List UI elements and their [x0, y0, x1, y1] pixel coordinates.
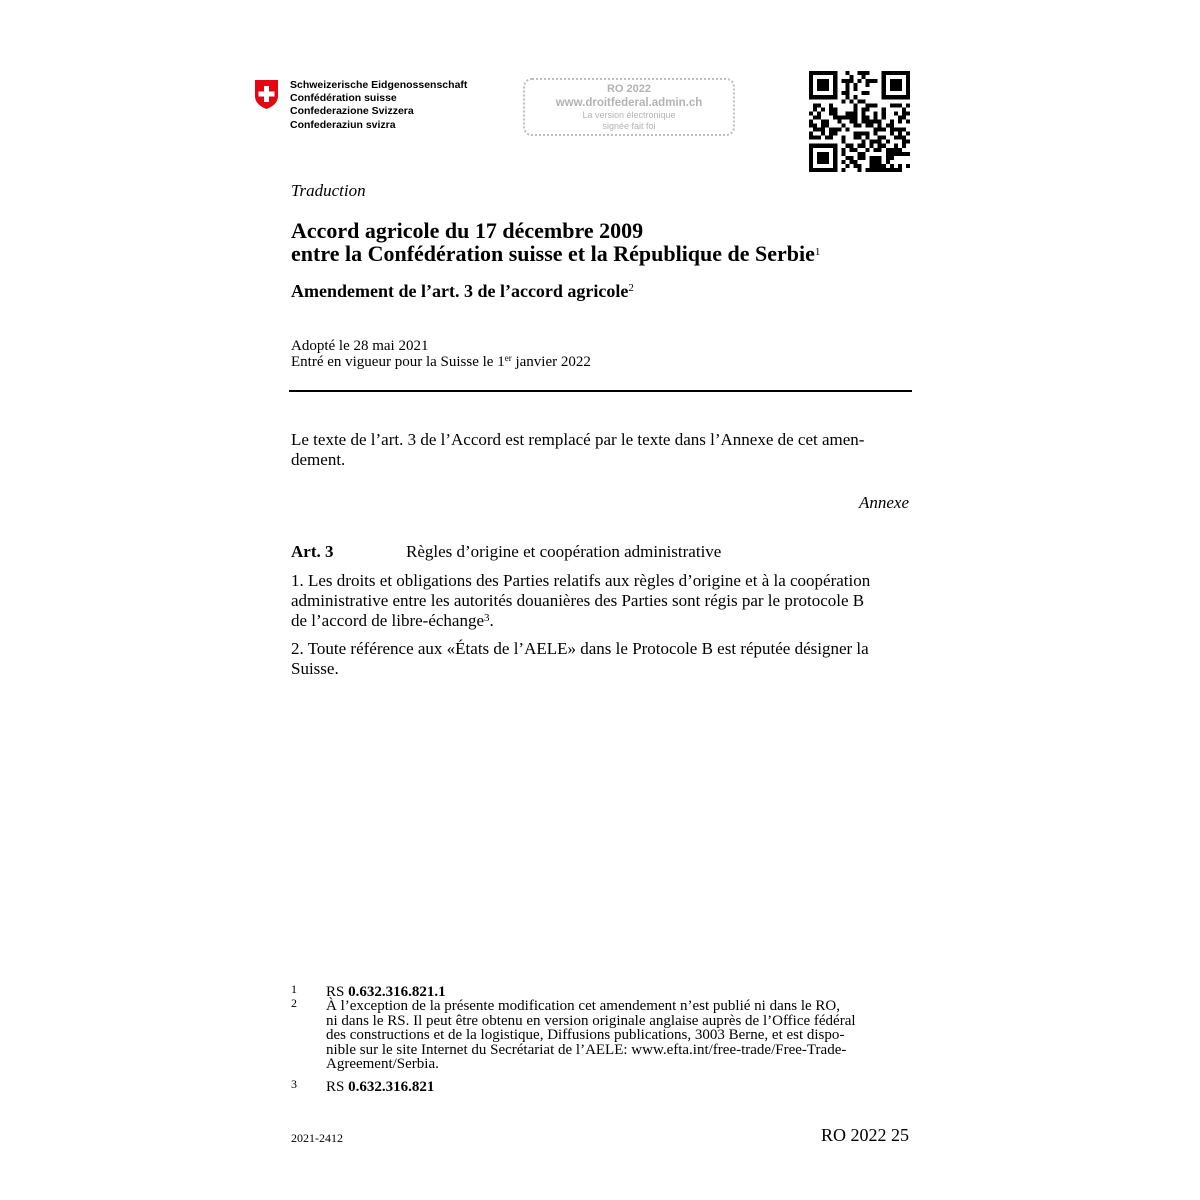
agency-line-rm: Confederaziun svizra — [290, 118, 396, 131]
adoption-dates — [291, 338, 591, 370]
in-force-prefix: Entré en vigueur pour la Suisse le 1 — [291, 354, 505, 370]
title-line-2 — [291, 242, 820, 265]
stamp-ro: RO 2022 — [606, 83, 652, 95]
footnote-ref-3[interactable]: 3 — [484, 612, 490, 624]
p1-line-3 — [291, 611, 909, 631]
stamp-url: www.droitfederal.admin.ch — [555, 97, 703, 109]
footnote-number-2: 2 — [291, 996, 297, 1010]
p1-end: . — [489, 611, 494, 630]
p1-line-1: 1. Les droits et obligations des Parties relatifs aux règles d’origine et à la coopération — [291, 571, 871, 590]
agency-line-fr: Confédération suisse — [290, 92, 397, 105]
footnote-2-line-1: À l’exception de la présente modification cet amendement n’est publié ni dans le RO, — [326, 998, 840, 1014]
intro-line-2: dement. — [291, 450, 346, 469]
document-subtitle — [291, 281, 634, 302]
footnote-3 — [326, 1080, 892, 1095]
qr-code-icon — [809, 71, 910, 172]
footnote-ref-1[interactable]: 1 — [814, 246, 821, 258]
in-force-sup: er — [504, 353, 512, 363]
page-reference: RO 2022 25 — [820, 1125, 909, 1145]
footnote-2-line-2: ni dans le RS. Il peut être obtenu en version originale anglaise auprès de l’Office fédéral — [326, 1012, 856, 1029]
translation-label: Traduction — [291, 181, 366, 200]
annexe-label: Annexe — [858, 493, 909, 512]
in-force-date — [291, 354, 591, 370]
article-paragraph-1 — [291, 571, 909, 631]
article-paragraph-2 — [291, 639, 909, 679]
subtitle-text: Amendement de l’art. 3 de l’accord agricole — [291, 281, 629, 301]
agency-line-de: Schweizerische Eidgenossenschaft — [290, 79, 468, 91]
footnote-2-line-4: nible sur le site Internet du Secrétariat de l’AELE: www.efta.int/free-trade/Free-Trade- — [326, 1041, 847, 1058]
footnote-ref-2[interactable]: 2 — [628, 282, 634, 294]
stamp-note-2: signée fait foi — [602, 121, 656, 131]
p2-line-2: Suisse. — [291, 659, 339, 678]
agency-line-it: Confederazione Svizzera — [290, 105, 414, 118]
stamp-note-1: La version électronique — [582, 110, 676, 120]
p2-line-1: 2. Toute référence aux «États de l’AELE» dans le Protocole B est réputée désigner la — [291, 639, 869, 658]
p1-line-3-text: de l’accord de libre-échange — [291, 611, 485, 630]
in-force-suffix: janvier 2022 — [511, 354, 591, 370]
publication-stamp — [523, 78, 735, 136]
header-divider — [289, 390, 912, 392]
footnote-3-ref[interactable]: 0.632.316.821 — [348, 1079, 435, 1095]
footnote-1-ref[interactable]: 0.632.316.821.1 — [348, 984, 446, 1000]
article-number: Art. 3 — [291, 542, 334, 561]
footnote-1-prefix: RS — [326, 984, 349, 1000]
footnote-2 — [326, 999, 892, 1072]
document-title — [291, 219, 820, 265]
swiss-cross-icon — [253, 79, 280, 110]
title-line-2-text: entre la Confédération suisse et la République de Serbie — [291, 241, 815, 266]
article-title: Règles d’origine et coopération administrative — [406, 542, 722, 561]
footnote-3-prefix: RS — [326, 1079, 349, 1095]
title-line-1: Accord agricole du 17 décembre 2009 — [291, 218, 644, 243]
adopted-date: Adopté le 28 mai 2021 — [291, 338, 429, 354]
footnote-number-3: 3 — [291, 1077, 297, 1091]
footnote-2-line-3: des constructions et de la logistique, Diffusions publications, 3003 Berne, et est dispo- — [326, 1027, 845, 1043]
p1-line-2: administrative entre les autorités douanières des Parties sont régis par le protocole B — [291, 591, 865, 610]
intro-line-1: Le texte de l’art. 3 de l’Accord est remplacé par le texte dans l’Annexe de cet amen- — [291, 430, 865, 449]
agency-name-block — [290, 79, 467, 132]
footnote-number-1: 1 — [291, 982, 297, 996]
document-number: 2021-2412 — [291, 1131, 343, 1145]
footnote-2-line-5: Agreement/Serbia. — [326, 1056, 439, 1072]
intro-paragraph — [291, 430, 909, 470]
